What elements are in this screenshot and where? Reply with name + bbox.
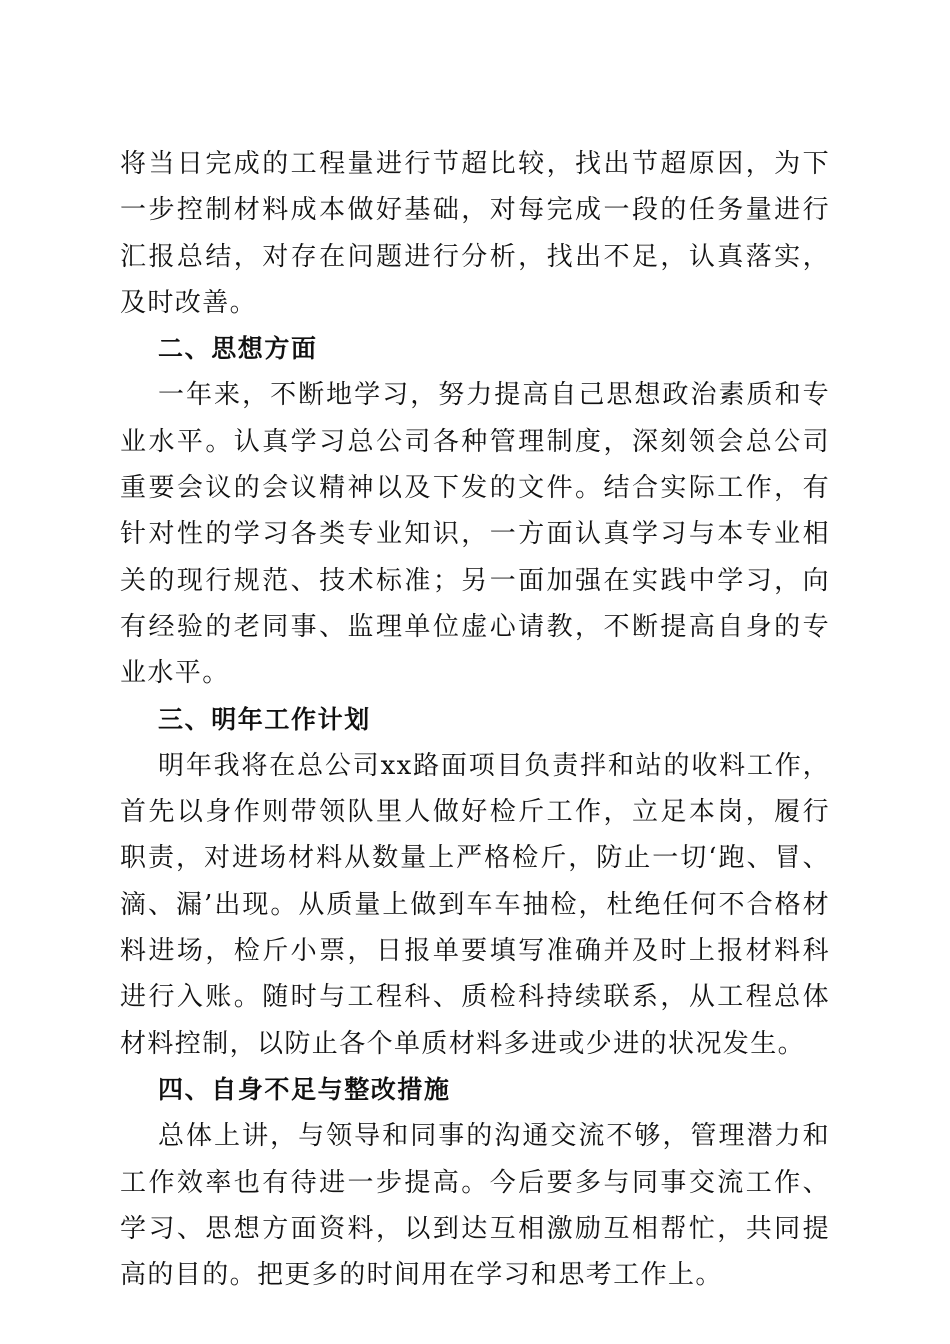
section-heading-thought: 二、思想方面	[158, 334, 318, 364]
section-heading-shortcomings: 四、自身不足与整改措施	[158, 1074, 451, 1104]
section-heading-next-year-plan: 三、明年工作计划	[158, 704, 371, 734]
continued-paragraph: 将当日完成的工程量进行节超比较，找出节超原因，为下一步控制材料成本做好基础，对每完成一段的任务量进行汇报总结，对存在问题进行分析，找出不足，认真落实，及时改善。	[120, 149, 830, 318]
section-body-thought: 一年来，不断地学习，努力提高自己思想政治素质和专业水平。认真学习总公司各种管理制度，深刻领会总公司重要会议的会议精神以及下发的文件。结合实际工作，有针对性的学习各类专业知识，一方面认真学习与本专业相关的现行规范、技术标准；另一面加强在实践中学习，向有经验的老同事、监理单位虚心请教，不断提高自身的专业水平。	[120, 380, 830, 689]
document-body	[120, 141, 830, 1298]
section-body-shortcomings: 总体上讲，与领导和同事的沟通交流不够，管理潜力和工作效率也有待进一步提高。今后要多与同事交流工作、学习、思想方面资料，以到达互相激励互相帮忙，共同提高的目的。把更多的时间用在学习和思考工作上。	[120, 1121, 830, 1291]
section-body-next-year-plan: 明年我将在总公司xx路面项目负责拌和站的收料工作，首先以身作则带领队里人做好检斤工作，立足本岗，履行职责，对进场材料从数量上严格检斤，防止一切‘跑、冒、滴、漏’出现。从质量上做到车车抽检，杜绝任何不合格材料进场，检斤小票，日报单要填写准确并及时上报材料科进行入账。随时与工程科、质检科持续联系，从工程总体材料控制，以防止各个单质材料多进或少进的状况发生。	[120, 750, 830, 1059]
